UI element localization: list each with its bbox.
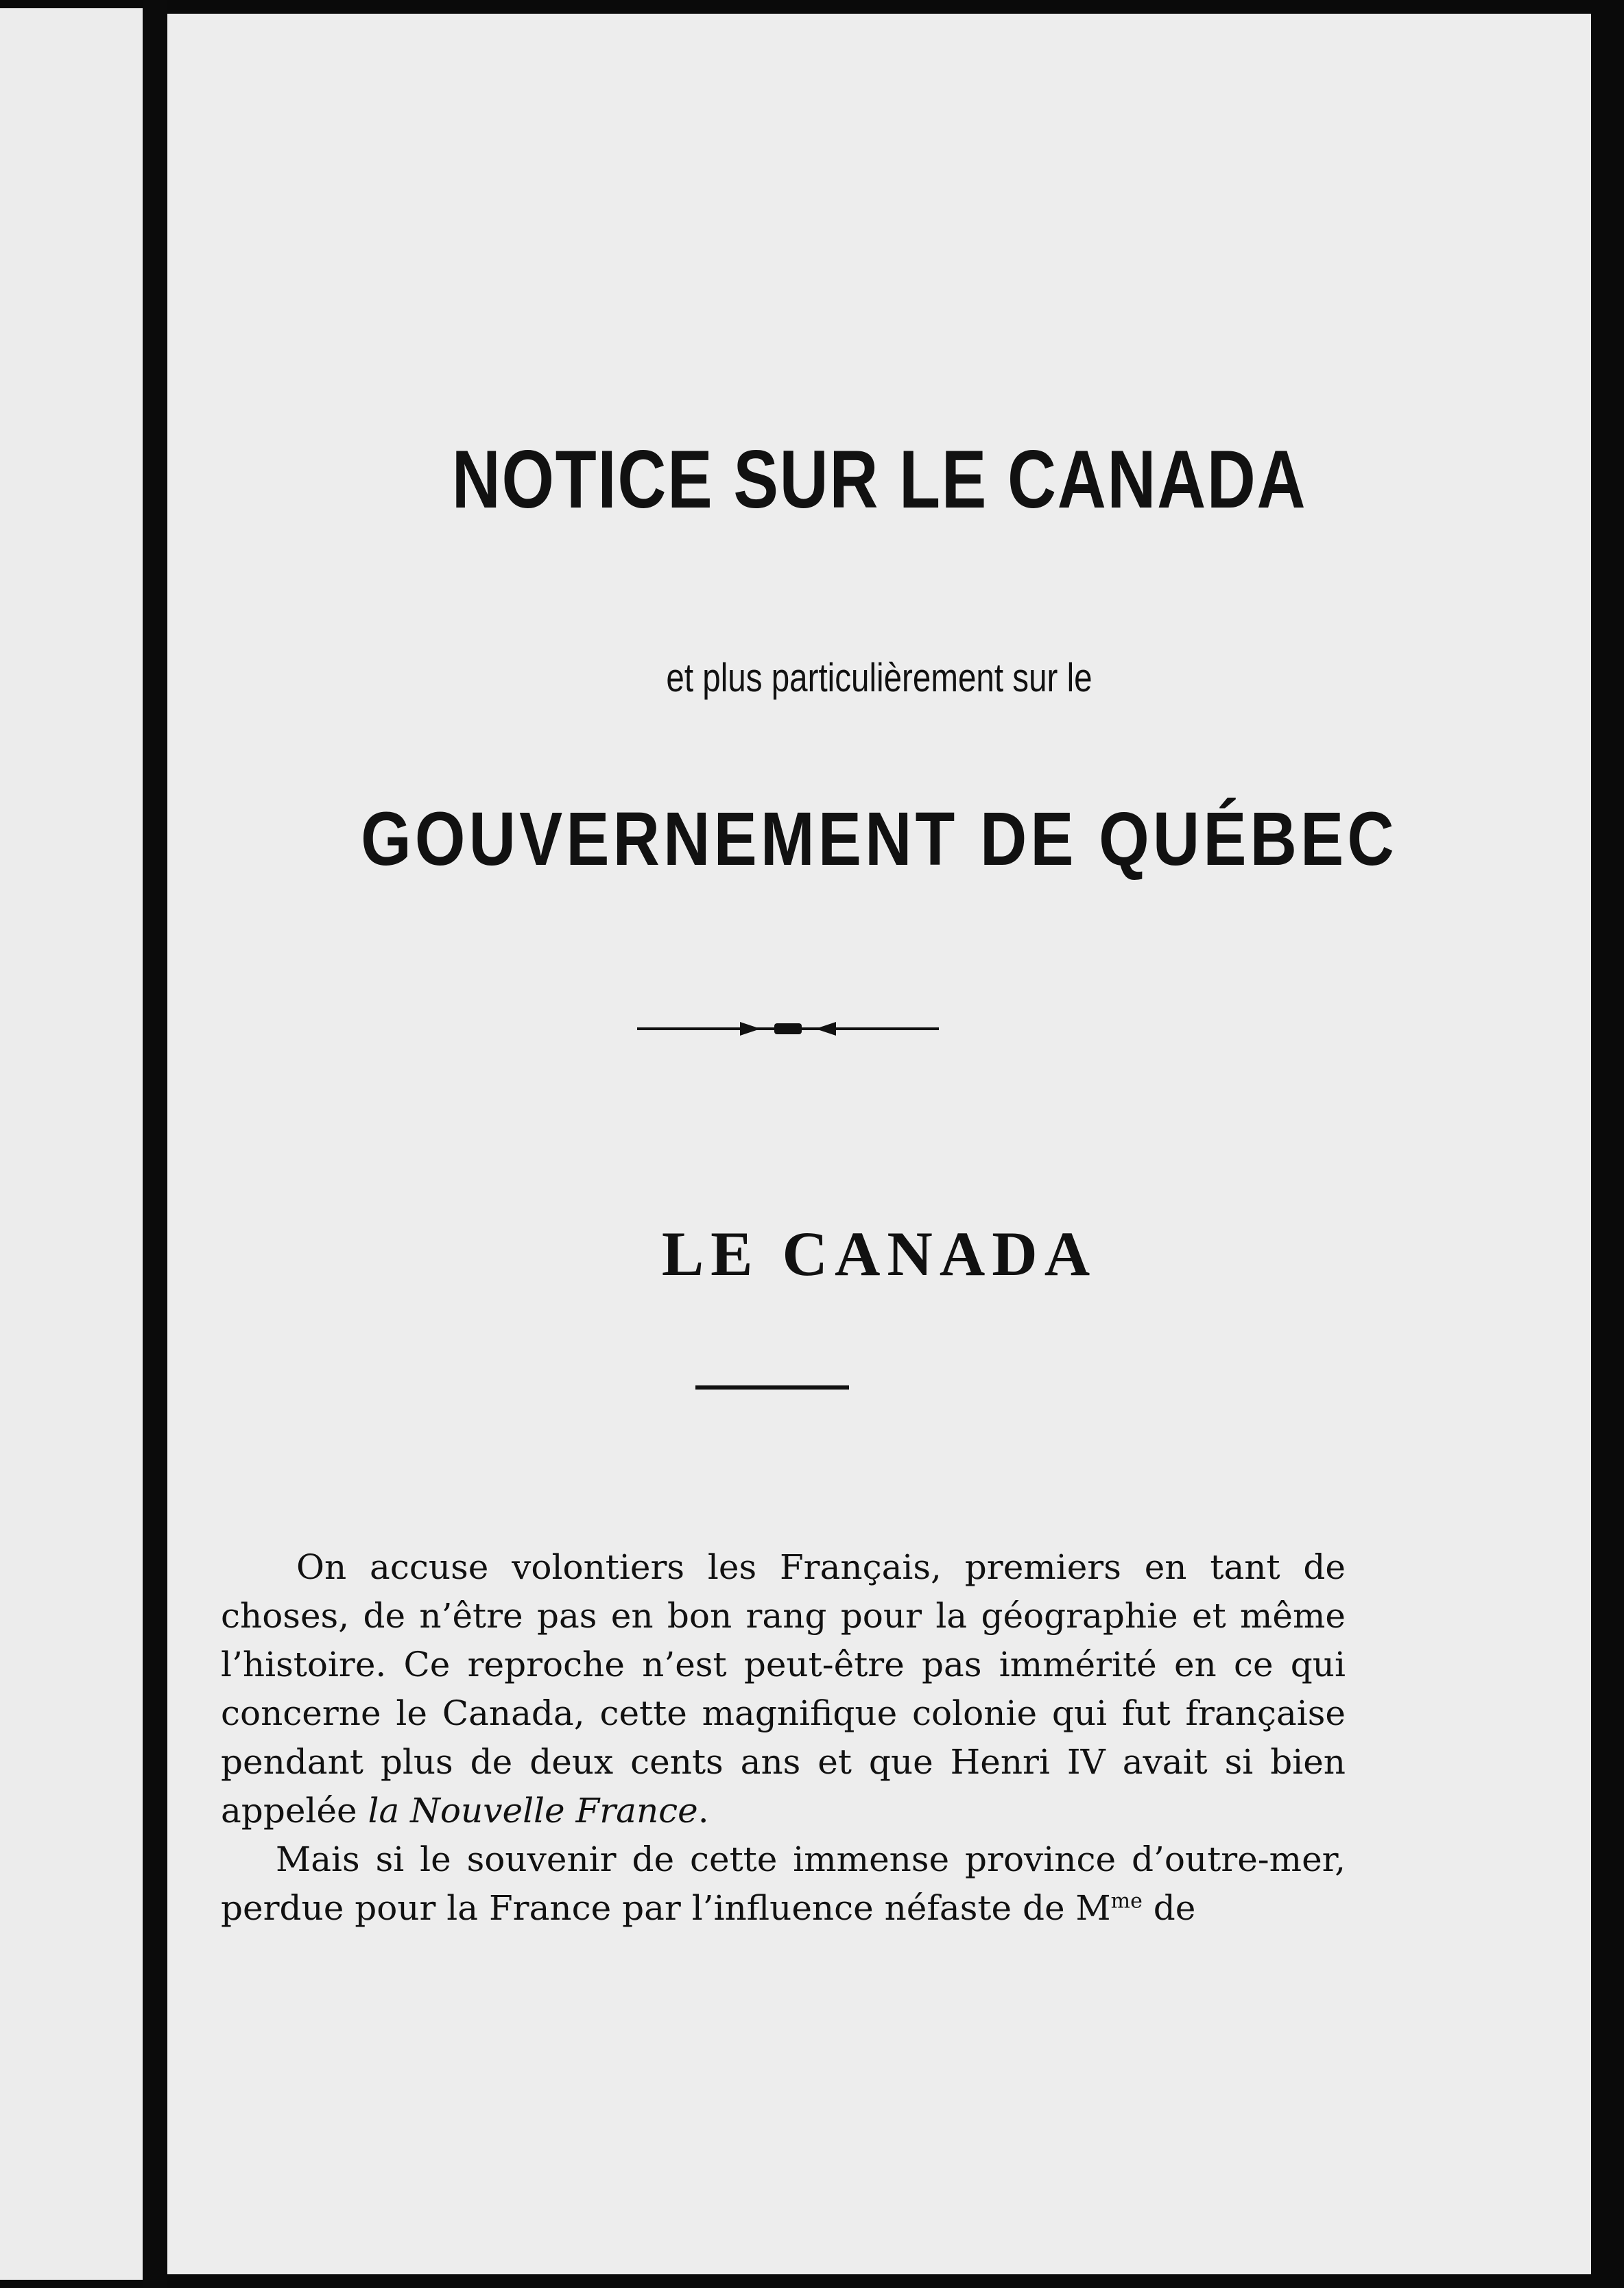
section-rule	[695, 1385, 849, 1390]
ornament-divider	[637, 1015, 939, 1042]
book-spine-shadow	[143, 0, 167, 2288]
paragraph-2	[221, 1835, 1346, 1933]
paragraph-2-superscript: me	[1110, 1889, 1143, 1914]
page-subtitle: et plus particulièrement sur le	[666, 656, 1092, 700]
paragraph-1-text: On accuse volontiers les Français, premiers en tant de choses, de n’être pas en bon rang pour la géographie et même l’histoire. Ce reproche n’est peut-être pas immérité en ce qui concerne le Canada, cette magnifique colonie qui fut française pendant plus de deux cents ans et que Henri IV avait si bien appelée	[221, 1547, 1346, 1831]
paragraph-2-text: Mais si le souvenir de cette immense province d’outre-mer, perdue pour la France par l’influence néfaste de M	[221, 1839, 1346, 1928]
paragraph-1-italic: la Nouvelle France	[368, 1791, 698, 1831]
page-title: NOTICE SUR LE CANADA	[451, 433, 1307, 525]
facing-page-edge	[0, 8, 143, 2280]
body-text	[221, 1543, 1346, 1933]
paragraph-2-end: de	[1142, 1888, 1196, 1928]
government-title: GOUVERNEMENT DE QUÉBEC	[361, 797, 1398, 881]
document-page	[167, 14, 1591, 2274]
section-heading: LE CANADA	[661, 1219, 1097, 1289]
paragraph-1-end: .	[697, 1791, 709, 1831]
paragraph-1	[221, 1543, 1346, 1835]
scan-border	[1591, 0, 1624, 2288]
